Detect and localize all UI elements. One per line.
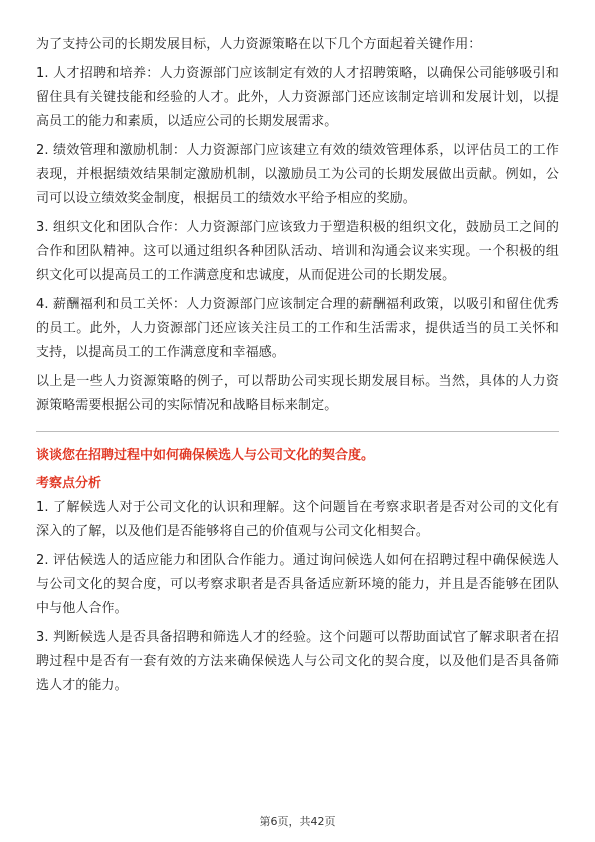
- strategy-item-3: 3. 组织文化和团队合作：人力资源部门应该致力于塑造积极的组织文化，鼓励员工之间的合作和团队精神。这可以通过组织各种团队活动、培训和沟通会议来实现。一个积极的组织文化可以提高员工的工作满意度和忠诚度，从而促进公司的长期发展。: [36, 220, 559, 283]
- intro-paragraph: 为了支持公司的长期发展目标，人力资源策略在以下几个方面起着关键作用：: [36, 37, 482, 52]
- analysis-item-1: 1. 了解候选人对于公司文化的认识和理解。这个问题旨在考察求职者是否对公司的文化有深入的了解，以及他们是否能够将自己的价值观与公司文化相契合。: [36, 500, 559, 539]
- conclusion-paragraph: 以上是一些人力资源策略的例子，可以帮助公司实现长期发展目标。当然，具体的人力资源策略需要根据公司的实际情况和战略目标来制定。: [36, 374, 559, 413]
- page-content: [36, 33, 559, 698]
- analysis-item-2: 2. 评估候选人的适应能力和团队合作能力。通过询问候选人如何在招聘过程中确保候选人与公司文化的契合度，可以考察求职者是否具备适应新环境的能力，并且是否能够在团队中与他人合作。: [36, 553, 559, 616]
- analysis-heading: 考察点分析: [36, 476, 102, 491]
- analysis-item-3: 3. 判断候选人是否具备招聘和筛选人才的经验。这个问题可以帮助面试官了解求职者在招聘过程中是否有一套有效的方法来确保候选人与公司文化的契合度，以及他们是否具备筛选人才的能力。: [36, 630, 559, 693]
- page-number: 第6页，共42页: [259, 815, 336, 828]
- strategy-item-1: 1. 人才招聘和培养：人力资源部门应该制定有效的人才招聘策略，以确保公司能够吸引和留住具有关键技能和经验的人才。此外，人力资源部门还应该制定培训和发展计划，以提高员工的能力和素质，以适应公司的长期发展需求。: [36, 66, 559, 129]
- strategy-item-4: 4. 薪酬福利和员工关怀：人力资源部门应该制定合理的薪酬福利政策，以吸引和留住优秀的员工。此外，人力资源部门还应该关注员工的工作和生活需求，提供适当的员工关怀和支持，以提高员工的工作满意度和幸福感。: [36, 297, 559, 360]
- section-divider: [36, 431, 559, 432]
- strategy-item-2: 2. 绩效管理和激励机制：人力资源部门应该建立有效的绩效管理体系，以评估员工的工作表现，并根据绩效结果制定激励机制，以激励员工为公司的长期发展做出贡献。例如，公司可以设立绩效奖金制度，根据员工的绩效水平给予相应的奖励。: [36, 143, 559, 206]
- interview-question: 谈谈您在招聘过程中如何确保候选人与公司文化的契合度。: [36, 448, 375, 463]
